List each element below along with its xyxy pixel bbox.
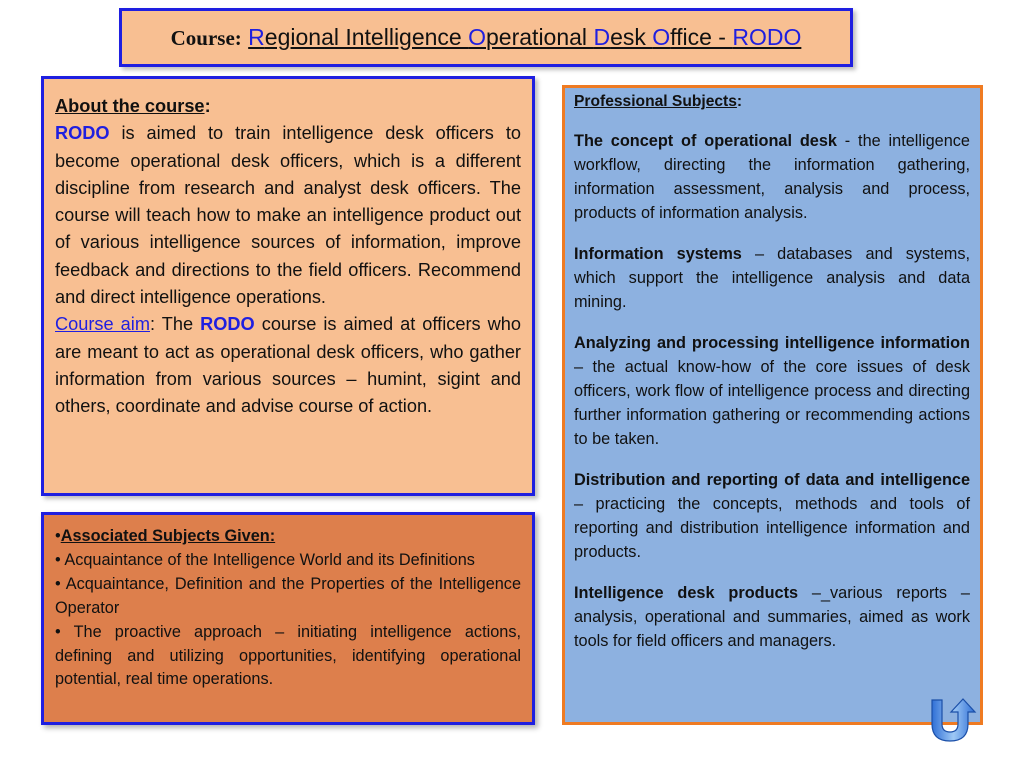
about-heading-line <box>55 93 521 120</box>
course-aim-label: Course aim <box>55 314 150 335</box>
associated-item-text: Acquaintance, Definition and the Properties of the Intelligence Operator <box>55 574 521 617</box>
course-aim-text: course is aimed at officers who are meant to act as operational desk officers, who gather information from various sources – humint, sigint and others, coordinate and advise course of action. <box>55 314 521 417</box>
u-turn-arrow-graphic <box>928 698 980 744</box>
list-item: • The proactive approach – initiating intelligence actions, defining and utilizing opportunities, identifying operational potential, real time operations. <box>55 622 521 689</box>
about-heading: About the course <box>55 96 205 116</box>
list-item <box>574 242 970 314</box>
title-acronym: RODO <box>732 24 802 50</box>
associated-item-text: The proactive approach – initiating intelligence actions, defining and utilizing opportunities, identifying operational potential, real time operations. <box>55 622 521 689</box>
about-heading-colon: : <box>204 96 211 116</box>
list-item: • Acquaintance, Definition and the Properties of the Intelligence Operator <box>55 574 521 617</box>
list-item: • Acquaintance of the Intelligence World and its Definitions <box>55 550 475 569</box>
subject-term: The concept of operational desk <box>574 132 837 150</box>
professional-heading: Professional Subjects <box>574 93 737 110</box>
about-paragraph <box>55 120 521 311</box>
title-banner <box>119 8 853 67</box>
page-title <box>171 24 802 51</box>
professional-heading-colon: : <box>736 93 743 110</box>
title-part: egional Intelligence <box>264 24 469 50</box>
title-letter-r: R <box>248 24 265 50</box>
subject-desc: –_various reports – analysis, operational and summaries, aimed as work tools for field officers and managers. <box>574 584 970 650</box>
subject-desc: – the actual know-how of the core issues of desk officers, work flow of intelligence process and directing further information gathering or recommending actions to be taken. <box>574 358 970 448</box>
title-part: ffice - <box>670 24 733 50</box>
title-part: perational <box>486 24 594 50</box>
title-course-name <box>248 24 801 50</box>
title-part: esk <box>610 24 653 50</box>
subject-desc: – databases and systems, which support the intelligence analysis and data mining. <box>574 245 970 311</box>
course-aim-acronym: RODO <box>200 314 255 335</box>
professional-subjects-panel <box>562 85 983 725</box>
about-acronym: RODO <box>55 123 110 144</box>
title-letter-o: O <box>468 24 487 50</box>
professional-heading-line <box>574 90 970 114</box>
subject-term: Analyzing and processing intelligence information <box>574 334 970 352</box>
subject-desc: – practicing the concepts, methods and tools of reporting and distribution intelligence information and products. <box>574 495 970 561</box>
associated-heading: Associated Subjects Given: <box>60 527 276 545</box>
list-item <box>574 331 970 451</box>
subject-desc: - the intelligence workflow, directing the information gathering, information assessment, analysis and process, products of information analysis. <box>574 132 970 222</box>
u-turn-arrow-icon[interactable] <box>928 698 980 744</box>
associated-subjects-panel <box>41 512 535 725</box>
about-text: is aimed to train intelligence desk officers to become operational desk officers, which is a different discipline from research and analyst desk officers. The course will teach how to make an intelligence product out of various intelligence sources of information, improve feedback and directions to the field officers. Recommend and direct intelligence operations. <box>55 123 521 308</box>
course-aim-colon: : The <box>149 314 201 335</box>
list-item <box>574 468 970 564</box>
list-item <box>574 129 970 225</box>
associated-item-text: Acquaintance of the Intelligence World and its Definitions <box>64 550 475 569</box>
course-aim-paragraph <box>55 311 521 420</box>
title-letter-o: O <box>652 24 671 50</box>
about-course-panel <box>41 76 535 496</box>
subject-term: Distribution and reporting of data and intelligence <box>574 471 970 489</box>
title-prefix: Course: <box>170 26 242 50</box>
list-item <box>574 581 970 653</box>
subject-term: Information systems <box>574 245 742 263</box>
subject-term: Intelligence desk products <box>574 584 799 602</box>
associated-heading-line: •Associated Subjects Given: <box>55 527 276 545</box>
title-letter-d: D <box>593 24 611 50</box>
